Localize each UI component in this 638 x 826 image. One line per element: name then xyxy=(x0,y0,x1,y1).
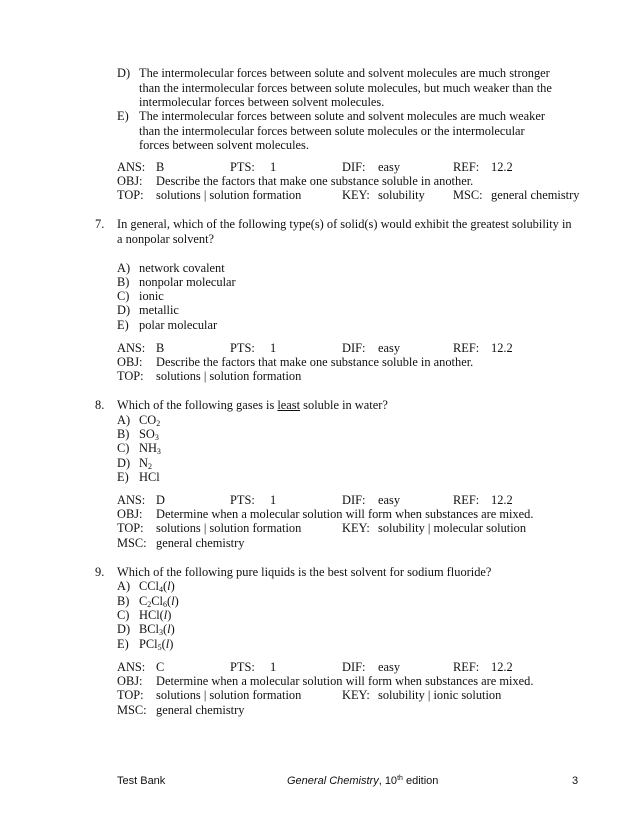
ans-label: ANS: xyxy=(117,660,146,674)
pts-label: PTS: xyxy=(230,341,255,355)
ans-value: B xyxy=(156,160,165,174)
dif-value: easy xyxy=(378,660,401,674)
dif-label: DIF: xyxy=(342,160,366,174)
q6-option-e-label: E) xyxy=(117,109,129,123)
key-label: KEY: xyxy=(342,188,370,202)
key-value: solubility | molecular solution xyxy=(378,521,527,535)
q6-option-e-line-2: than the intermolecular forces between solute molecules or the intermolecular xyxy=(139,124,525,138)
ref-value: 12.2 xyxy=(491,660,513,674)
ref-label: REF: xyxy=(453,160,480,174)
question-number: 9. xyxy=(95,565,105,579)
question-number: 7. xyxy=(95,217,105,231)
q9-option-d: D) BCl$_3$(l) xyxy=(117,622,175,637)
question-stem-line-2: a nonpolar solvent? xyxy=(117,232,215,246)
obj-value: Determine when a molecular solution will form when substances are mixed. xyxy=(156,507,534,521)
pts-label: PTS: xyxy=(230,660,255,674)
top-value: solutions | solution formation xyxy=(156,369,302,383)
pts-value: 1 xyxy=(270,160,277,174)
key-value: solubility | ionic solution xyxy=(378,688,502,702)
q7-option-b: B) nonpolar molecular xyxy=(117,275,236,289)
page-number: 3 xyxy=(572,775,579,787)
pts-value: 1 xyxy=(270,660,277,674)
q7-option-a: A) network covalent xyxy=(117,261,225,275)
ans-value: D xyxy=(156,493,165,507)
dif-label: DIF: xyxy=(342,660,366,674)
obj-value: Determine when a molecular solution will form when substances are mixed. xyxy=(156,674,534,688)
msc-label: MSC: xyxy=(117,536,147,550)
top-label: TOP: xyxy=(117,369,144,383)
q9-option-c: C) HCl(l) xyxy=(117,608,172,622)
footer-title: General Chemistry, 10th edition xyxy=(287,775,439,787)
top-value: solutions | solution formation xyxy=(156,688,302,702)
obj-label: OBJ: xyxy=(117,674,143,688)
ref-label: REF: xyxy=(453,493,480,507)
top-value: solutions | solution formation xyxy=(156,521,302,535)
msc-value: general chemistry xyxy=(156,703,245,717)
msc-value: general chemistry xyxy=(156,536,245,550)
q8-option-b: B) $SO_3$ xyxy=(117,427,159,442)
ref-value: 12.2 xyxy=(491,493,513,507)
top-label: TOP: xyxy=(117,688,144,702)
obj-value: Describe the factors that make one substance soluble in another. xyxy=(156,174,474,188)
top-label: TOP: xyxy=(117,521,144,535)
key-label: KEY: xyxy=(342,521,370,535)
q6-option-d-line-3: intermolecular forces between solvent molecules. xyxy=(139,95,385,109)
q7-option-e: E) polar molecular xyxy=(117,318,218,332)
pts-value: 1 xyxy=(270,341,277,355)
ref-value: 12.2 xyxy=(491,341,513,355)
msc-label: MSC: xyxy=(117,703,147,717)
q9-option-e: E) PCl$_5$(l) xyxy=(117,637,174,652)
q8-option-d: D) $N_2$ xyxy=(117,456,152,471)
q8-option-c: C) $NH_3$ xyxy=(117,441,161,456)
q9-option-a: A) CCl$_4$(l) xyxy=(117,579,175,594)
msc-label: MSC: xyxy=(453,188,483,202)
dif-label: DIF: xyxy=(342,341,366,355)
obj-value: Describe the factors that make one substance soluble in another. xyxy=(156,355,474,369)
footer-left: Test Bank xyxy=(117,775,166,787)
question-number: 8. xyxy=(95,398,105,412)
key-label: KEY: xyxy=(342,688,370,702)
dif-label: DIF: xyxy=(342,493,366,507)
question-stem: Which of the following pure liquids is the best solvent for sodium fluoride? xyxy=(117,565,492,579)
obj-label: OBJ: xyxy=(117,355,143,369)
ref-label: REF: xyxy=(453,660,480,674)
q7-option-d: D) metallic xyxy=(117,303,179,317)
q6-option-e-line-3: forces between solvent molecules. xyxy=(139,138,309,152)
dif-value: easy xyxy=(378,160,401,174)
ans-label: ANS: xyxy=(117,160,146,174)
obj-label: OBJ: xyxy=(117,174,143,188)
ans-value: C xyxy=(156,660,165,674)
pts-label: PTS: xyxy=(230,160,255,174)
top-value: solutions | solution formation xyxy=(156,188,302,202)
question-stem-line-1: In general, which of the following type(s) of solid(s) would exhibit the greatest solubility in xyxy=(117,217,572,231)
q6-option-d-label: D) xyxy=(117,66,131,80)
ref-value: 12.2 xyxy=(491,160,513,174)
q6-option-d-line-2: than the intermolecular forces between solute molecules, but much weaker than the xyxy=(139,81,552,95)
pts-value: 1 xyxy=(270,493,277,507)
q8-option-e: E) HCl xyxy=(117,470,160,484)
q7-option-c: C) ionic xyxy=(117,289,164,303)
q6-option-d-line-1: The intermolecular forces between solute and solvent molecules are much stronger xyxy=(139,66,550,80)
emphasis-least: least xyxy=(277,398,301,412)
ref-label: REF: xyxy=(453,341,480,355)
q6-option-e-line-1: The intermolecular forces between solute and solvent molecules are much weaker xyxy=(139,109,545,123)
ans-label: ANS: xyxy=(117,493,146,507)
key-value: solubility xyxy=(378,188,425,202)
pts-label: PTS: xyxy=(230,493,255,507)
dif-value: easy xyxy=(378,341,401,355)
book-title: General Chemistry xyxy=(287,775,379,787)
q9-option-b: B) $C_2Cl_6(l)$ xyxy=(117,594,179,609)
top-label: TOP: xyxy=(117,188,144,202)
msc-value: general chemistry xyxy=(491,188,580,202)
ans-value: B xyxy=(156,341,165,355)
ans-label: ANS: xyxy=(117,341,146,355)
q8-option-a: A) $CO_2$ xyxy=(117,413,161,428)
obj-label: OBJ: xyxy=(117,507,143,521)
dif-value: easy xyxy=(378,493,401,507)
question-stem: Which of the following gases is least soluble in water? xyxy=(117,398,388,412)
